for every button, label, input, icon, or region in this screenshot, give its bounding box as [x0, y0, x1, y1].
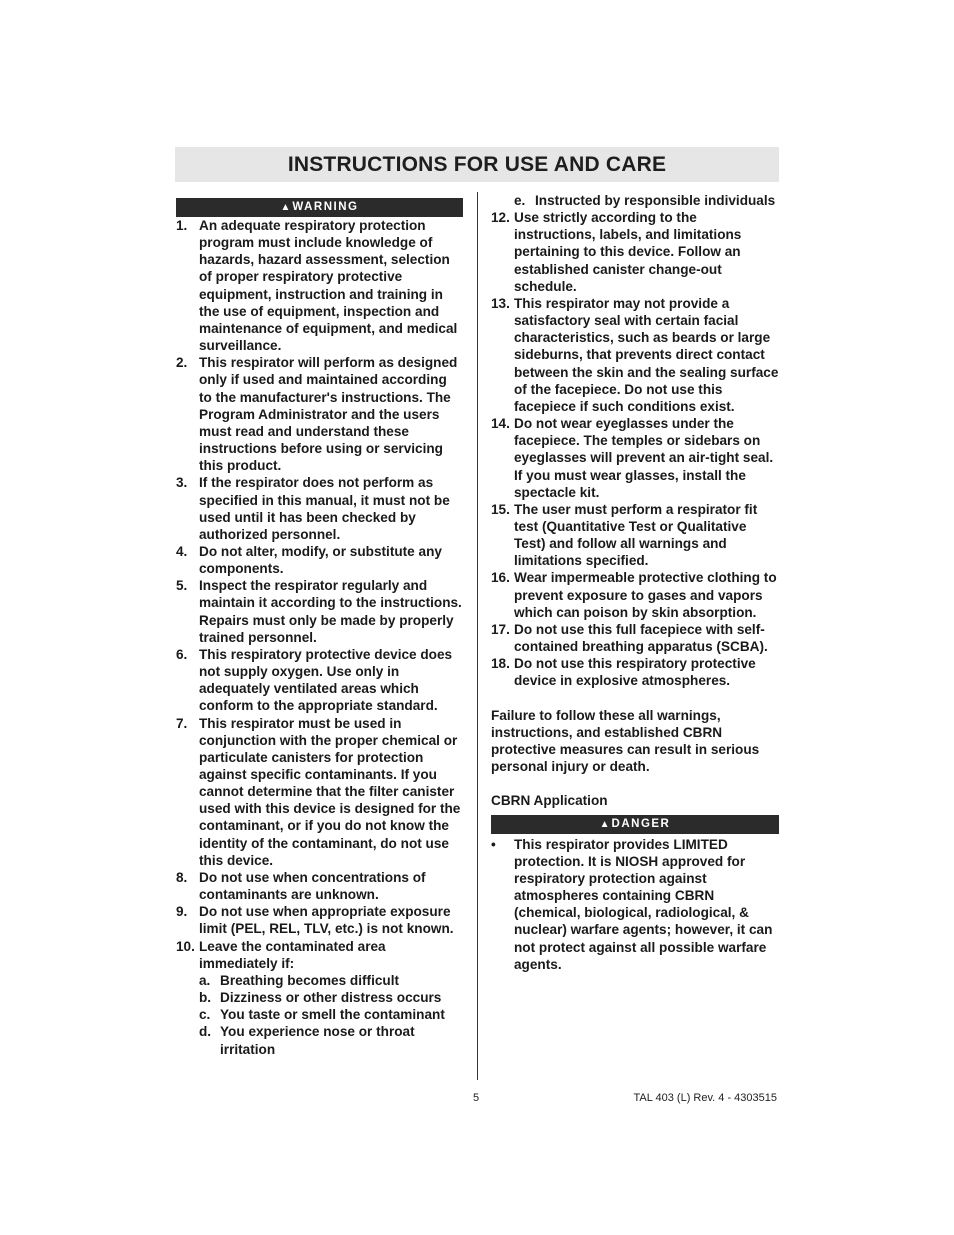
item-number: 13.	[491, 295, 510, 311]
subitem-letter: d.	[199, 1024, 212, 1040]
subitem-text: Instructed by responsible individuals	[535, 193, 776, 208]
item-number: 2.	[176, 355, 188, 371]
item-text: Do not wear eyeglasses under the facepiece. The temples or sidebars on eyeglasses will prevent an air-tight seal. If you must wear glasses, install the spectacle kit.	[514, 416, 774, 500]
item-number: 5.	[176, 578, 188, 594]
item-text: If the respirator does not perform as specified in this manual, it must not be used until it has been checked by authorized personnel.	[199, 475, 450, 542]
subitem-letter: a.	[199, 972, 211, 988]
item-text: This respiratory protective device does not supply oxygen. Use only in adequately ventilated areas which conform to the appropriate standard.	[199, 646, 453, 714]
item-text: Do not use when concentrations of contaminants are unknown.	[199, 869, 426, 903]
warning-banner	[176, 198, 463, 217]
failure-warning-text: Failure to follow these all warnings, instructions, and established CBRN protective measures can result in serious personal injury or death.	[491, 707, 760, 775]
item-text: Use strictly according to the instructions, labels, and limitations pertaining to this device. Follow an established canister change-out schedule.	[514, 210, 742, 294]
cbrn-heading: CBRN Application	[491, 793, 608, 809]
warning-item-1	[176, 217, 463, 354]
page-number: 5	[473, 1092, 480, 1104]
item-number: 3.	[176, 475, 188, 491]
item-text: An adequate respiratory protection program must include knowledge of hazards, hazard assessment, selection of proper respiratory protective equipment, instruction and training in the use of equipment, inspection and maintenance of equipment, and medical surveillance.	[199, 218, 458, 354]
item-text: This respirator will perform as designed only if used and maintained according to the manufacturer's instructions. The Program Administrator and the users must read and understand these instructions before using or servicing this product.	[199, 355, 458, 474]
item-text: Do not use this full facepiece with self-contained breathing apparatus (SCBA).	[514, 621, 768, 655]
warning-item-4	[176, 543, 463, 577]
warning-item-7	[176, 715, 463, 869]
item-number: 12.	[491, 210, 510, 226]
item-number: 4.	[176, 543, 188, 559]
item-number: 14.	[491, 416, 510, 432]
spacer	[491, 690, 779, 707]
warning-triangle-icon: ▲	[599, 818, 610, 830]
warning-item-6	[176, 646, 463, 715]
warning-item-8	[176, 869, 463, 903]
document-id: TAL 403 (L) Rev. 4 - 4303515	[633, 1092, 777, 1104]
warning-item-13	[491, 295, 779, 415]
subitem-e	[491, 192, 779, 209]
subitem-letter: e.	[514, 193, 526, 208]
warning-label: WARNING	[292, 200, 359, 213]
subitem-text: Dizziness or other distress occurs	[220, 990, 442, 1006]
item-text: Leave the contaminated area immediately if:	[199, 938, 386, 971]
subitem-c	[176, 1006, 463, 1023]
item-number: 8.	[176, 869, 188, 885]
item-number: 15.	[491, 501, 510, 517]
item-number: 18.	[491, 656, 510, 672]
item-text: This respirator may not provide a satisfactory seal with certain facial characteristics, such as beards or large sideburns, that prevents direct contact between the skin and the sealing surface of the facepiece. Do not use this facepiece if such conditions exist.	[514, 295, 779, 414]
danger-bullet-item	[491, 836, 779, 973]
item-text: Inspect the respirator regularly and maintain it according to the instructions. Repairs must only be made by properly trained personnel.	[199, 578, 462, 645]
item-number: 10.	[176, 938, 195, 954]
item-number: 6.	[176, 646, 188, 662]
item-number: 16.	[491, 570, 510, 586]
subitem-text: Breathing becomes difficult	[220, 972, 400, 988]
spacer	[491, 775, 779, 792]
item-text: This respirator must be used in conjunction with the proper chemical or particulate canisters for protection against specific contaminants. If you cannot determine that the filter canister used with this device is designed for the contaminant, or if you do not know the identity of the contaminant, do not use this device.	[199, 715, 461, 868]
right-column	[491, 192, 779, 973]
warning-item-2	[176, 354, 463, 474]
column-divider	[477, 192, 478, 1080]
bullet-glyph: •	[491, 836, 496, 852]
page-title: INSTRUCTIONS FOR USE AND CARE	[287, 152, 667, 176]
subitem-text: You taste or smell the contaminant	[220, 1007, 445, 1023]
danger-text: This respirator provides LIMITED protection. It is NIOSH approved for respiratory protection against atmospheres containing CBRN (chemical, biological, radiological, & nuclear) warfare agents; however, it can not protect against all possible warfare agents.	[514, 836, 773, 972]
item-text: The user must perform a respirator fit test (Quantitative Test or Qualitative Test) and follow all warnings and limitations specified.	[514, 501, 758, 569]
warning-item-10	[176, 938, 463, 972]
item-text: Do not use when appropriate exposure limit (PEL, REL, TLV, etc.) is not known.	[199, 904, 454, 937]
warning-item-9	[176, 903, 463, 937]
subitem-a	[176, 972, 463, 989]
warning-item-5	[176, 577, 463, 646]
warning-item-16	[491, 569, 779, 620]
warning-item-18	[491, 655, 779, 689]
title-bar	[175, 147, 779, 182]
danger-label: DANGER	[611, 817, 671, 830]
item-text: Do not alter, modify, or substitute any components.	[199, 543, 442, 577]
subitem-b	[176, 989, 463, 1006]
warning-item-3	[176, 474, 463, 543]
warning-item-14	[491, 415, 779, 501]
warning-item-12	[491, 209, 779, 295]
subitem-d	[176, 1023, 463, 1057]
item-number: 7.	[176, 715, 188, 731]
subitem-text: You experience nose or throat irritation	[220, 1024, 415, 1057]
subitem-letter: c.	[199, 1007, 211, 1023]
warning-item-17	[491, 621, 779, 655]
item-text: Wear impermeable protective clothing to prevent exposure to gases and vapors which can poison by skin absorption.	[514, 570, 777, 620]
warning-item-15	[491, 501, 779, 570]
warning-triangle-icon: ▲	[280, 201, 291, 213]
subitem-letter: b.	[199, 990, 212, 1006]
item-text: Do not use this respiratory protective device in explosive atmospheres.	[514, 656, 756, 689]
item-number: 1.	[176, 218, 188, 233]
item-number: 9.	[176, 904, 188, 920]
danger-banner	[491, 815, 779, 834]
left-column	[176, 198, 463, 1058]
item-number: 17.	[491, 621, 510, 637]
